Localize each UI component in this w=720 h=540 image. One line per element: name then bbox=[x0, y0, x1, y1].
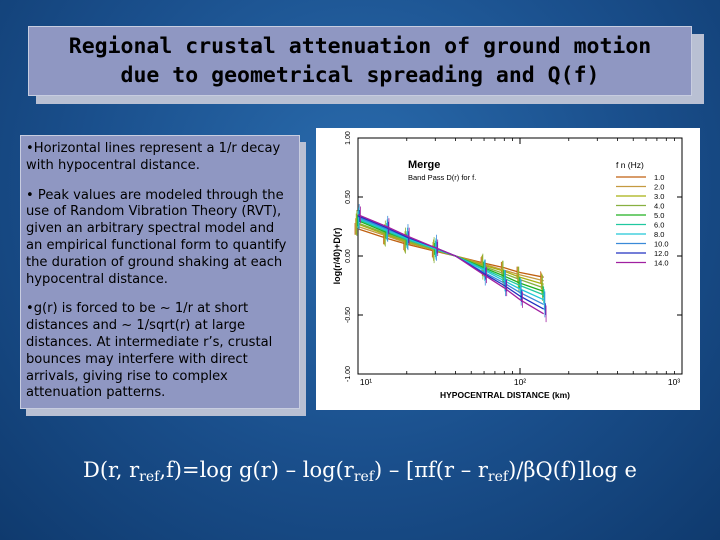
panel-subtitle: Band Pass D(r) for f. bbox=[408, 173, 477, 182]
legend-label: 10.0 bbox=[654, 239, 669, 249]
y-axis-label: log(r/40)+D(r) bbox=[332, 227, 342, 285]
equation-part: ,f)=log g(r) – log(r bbox=[159, 458, 354, 482]
panel-title: Merge bbox=[408, 159, 441, 171]
attenuation-chart bbox=[316, 128, 700, 410]
equation-part: D(r, r bbox=[83, 458, 140, 482]
legend-label: 2.0 bbox=[654, 182, 665, 192]
legend-label: 6.0 bbox=[654, 220, 665, 230]
x-tick-label: 10¹ bbox=[359, 377, 373, 387]
title-line-1: Regional crustal attenuation of ground motion bbox=[68, 34, 652, 59]
bullet-item: • Peak values are modeled through the use of Random Vibration Theory (RVT), given an arbitrary spectral model and an empirical functional form to quantify the duration of ground shaking at each hypocentral distance. bbox=[26, 187, 287, 287]
equation-subscript: ref bbox=[353, 469, 374, 485]
legend-label: 14.0 bbox=[654, 258, 669, 268]
legend-label: 5.0 bbox=[654, 211, 665, 220]
bullet-list bbox=[20, 135, 300, 409]
legend-label: 8.0 bbox=[654, 230, 665, 239]
series-line bbox=[358, 218, 544, 300]
equation-part: ) – [πf(r – r bbox=[373, 458, 488, 482]
legend-label: 3.0 bbox=[654, 192, 665, 201]
attenuation-equation bbox=[0, 458, 720, 485]
equation-subscript: ref bbox=[139, 469, 160, 485]
equation-subscript: ref bbox=[487, 469, 509, 485]
bullet-item: •g(r) is forced to be ~ 1/r at short distances and ~ 1/sqrt(r) at large distances. At intermediate r’s, crustal bounces may interfere with direct arrivals, giving rise to complex attenuation patterns. bbox=[26, 301, 273, 401]
legend-title: f n (Hz) bbox=[616, 160, 644, 170]
x-tick-label: 10³ bbox=[667, 377, 681, 387]
y-tick-label: 0.50 bbox=[345, 190, 352, 204]
legend-label: 4.0 bbox=[654, 201, 665, 211]
x-tick-label: 10² bbox=[513, 377, 527, 387]
x-axis-label: HYPOCENTRAL DISTANCE (km) bbox=[439, 390, 571, 400]
bullet-item: •Horizontal lines represent a 1/r decay with hypocentral distance. bbox=[26, 141, 281, 173]
slide-title bbox=[28, 26, 692, 96]
equation-part: )/βQ(f)]log e bbox=[508, 458, 637, 482]
chart-svg bbox=[316, 128, 700, 410]
y-tick-label: 1.00 bbox=[345, 131, 352, 145]
title-line-2: due to geometrical spreading and Q(f) bbox=[120, 63, 600, 88]
plot-frame bbox=[358, 138, 682, 374]
y-tick-label: -1.00 bbox=[345, 366, 352, 382]
series-line bbox=[358, 219, 544, 295]
y-tick-label: 0.00 bbox=[345, 249, 352, 263]
legend-label: 12.0 bbox=[654, 249, 669, 258]
y-tick-label: -0.50 bbox=[345, 307, 352, 323]
legend-label: 1.0 bbox=[654, 173, 665, 182]
